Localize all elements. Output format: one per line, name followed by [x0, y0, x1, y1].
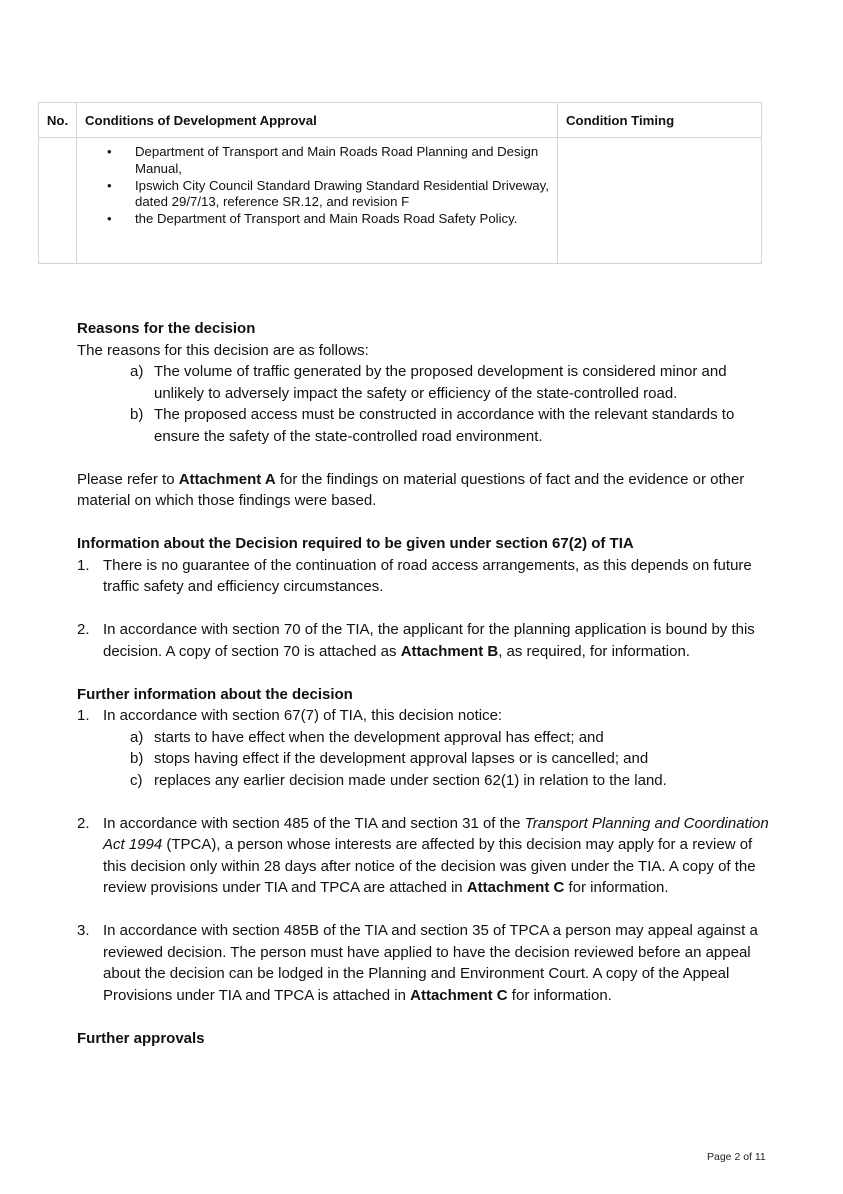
list-item: • Department of Transport and Main Roads Road Planning and Design Manual, [107, 144, 539, 176]
list-item: • Ipswich City Council Standard Drawing Standard Residential Driveway, dated 29/7/13, reference SR.12, and revision F [107, 177, 549, 210]
further-info-list [77, 705, 777, 1006]
document-body [77, 318, 777, 1049]
bullet-icon: • [107, 144, 112, 159]
list-item: 1. There is no guarantee of the continuation of road access arrangements, as this depends on future traffic safety and efficiency circumstances. [77, 556, 752, 595]
reasons-heading: Reasons for the decision [77, 320, 256, 337]
list-item: c) replaces any earlier decision made under section 62(1) in relation to the land. [130, 771, 667, 789]
further-sub-list [103, 727, 777, 792]
table-row [39, 138, 762, 264]
info-list [77, 555, 777, 663]
list-item: 2. In accordance with section 485 of the TIA and section 31 of the Transport Planning and Coordination Act 1994 (TPCA), a person whose interests are affected by this decision may apply for a review of this decision only within 28 days after notice of the decision was given under the TIA. A copy of the review provisions under TIA and TPCA are attached in Attachment C for information. [77, 814, 769, 896]
further-info-section [77, 684, 777, 1007]
conditions-bullet-list [77, 144, 557, 228]
list-item: • the Department of Transport and Main Roads Road Safety Policy. [107, 211, 518, 227]
further-approvals-heading: Further approvals [77, 1029, 205, 1047]
reasons-section [77, 318, 777, 512]
header-timing: Condition Timing [558, 103, 762, 138]
conditions-table [38, 102, 762, 264]
attachment-a-reference: Please refer to Attachment A for the findings on material questions of fact and the evidence or other material on which those findings were based. [77, 470, 745, 509]
list-item: 3. In accordance with section 485B of the TIA and section 35 of TPCA a person may appeal against a reviewed decision. The person must have applied to have the decision reviewed before an appeal about the decision can be lodged in the Planning and Environment Court. A copy of the Appeal Provisions under TIA and TPCA is attached in Attachment C for information. [77, 922, 758, 1004]
list-item: b) stops having effect if the development approval lapses or is cancelled; and [130, 750, 649, 767]
list-item: 2. In accordance with section 70 of the TIA, the applicant for the planning application is bound by this decision. A copy of section 70 is attached as Attachment B, as required, for information. [77, 621, 755, 660]
table-header-row [39, 103, 762, 138]
list-item: a) The volume of traffic generated by the proposed development is considered minor and unlikely to adversely impact the safety or efficiency of the state-controlled road. [130, 363, 727, 402]
reasons-intro: The reasons for this decision are as follows: [77, 341, 369, 359]
cell-conditions [77, 138, 558, 264]
list-item: a) starts to have effect when the development approval has effect; and [130, 728, 604, 746]
bullet-icon: • [107, 177, 112, 193]
info-heading: Information about the Decision required to be given under section 67(2) of TIA [77, 535, 634, 552]
cell-no [39, 138, 77, 264]
header-conditions: Conditions of Development Approval [77, 103, 558, 138]
cell-timing [558, 138, 762, 264]
page-number: Page 2 of 11 [707, 1151, 766, 1163]
list-item: b) The proposed access must be constructed in accordance with the relevant standards to ensure the safety of the state-controlled road environment. [130, 406, 735, 445]
info-section [77, 533, 777, 662]
reasons-list [77, 361, 777, 447]
header-no: No. [39, 103, 77, 138]
bullet-icon: • [107, 211, 112, 227]
list-item: 1. In accordance with section 67(7) of TIA, this decision notice: a) starts to have effect when the development approval has effect; and b) stops having effect if the development approval lapses or is cancelled; and c) replaces any earlier decision made under section 62(1) in relation to the land. [77, 705, 777, 791]
further-info-heading: Further information about the decision [77, 685, 353, 703]
